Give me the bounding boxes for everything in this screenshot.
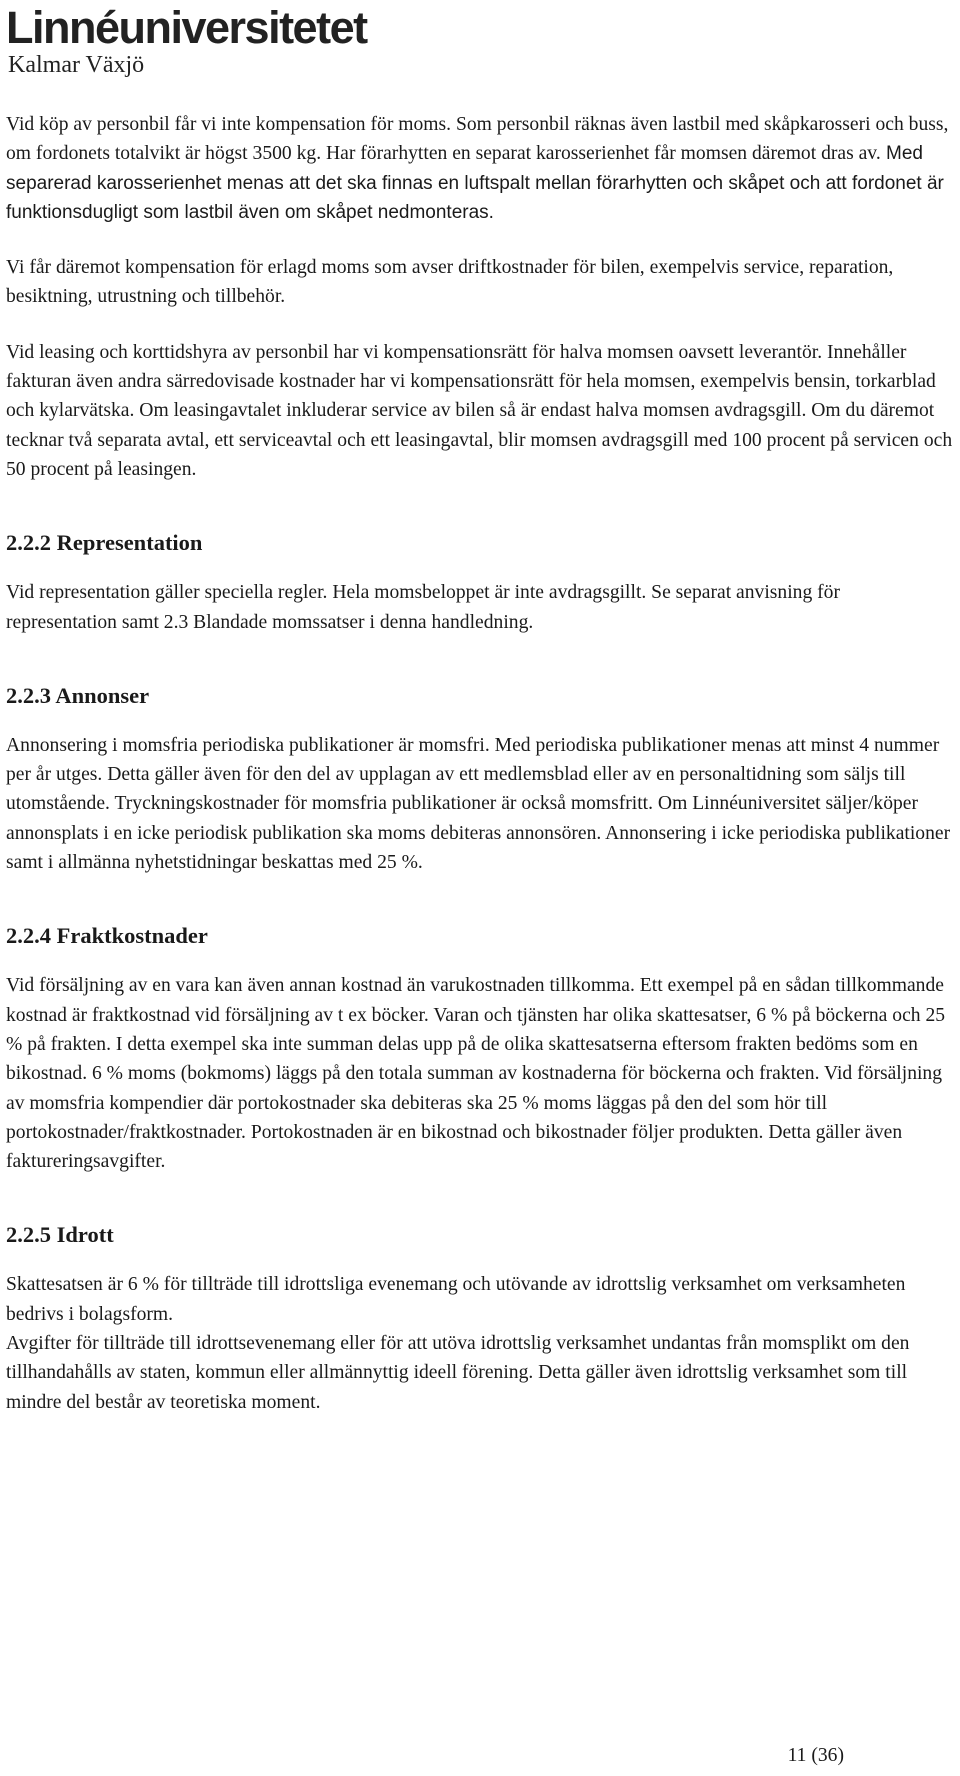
intro-paragraph-3: Vid leasing och korttidshyra av personbil har vi kompensationsrätt för halva momsen oavsett leverantör. Innehåller fakturan även andra särredovisade kostnader har vi kompensationsrätt för hela momsen, exempelvis bensin, torkarblad och kylarvätska. Om leasingavtalet inkluderar service av bilen så är endast halva momsen avdragsgill. Om du däremot tecknar två separata avtal, ett serviceavtal och ett leasingavtal, blir momsen avdragsgill med 100 procent på servicen och 50 procent på leasingen.: [6, 341, 953, 480]
intro-text-b: Med separerad karosserienhet menas att det ska finnas en luftspalt mellan förarhytten och skåpet och att fordonet är funktionsdugligt som lastbil även om skåpet nedmonteras.: [6, 143, 944, 223]
section-paragraph: Vid försäljning av en vara kan även annan kostnad än varukostnaden tillkomma. Ett exempel på en sådan tillkommande kostnad är fraktkostnad vid försäljning av t ex böcker. Varan och tjänsten har olika skattesatser, 6 % på böckerna och 25 % på frakten. I detta exempel ska inte summan delas upp på de olika skattesatserna eftersom frakten bedöms som en bikostnad. 6 % moms (bokmoms) läggs på den totala summan av kostnaderna för böckerna och frakten. Vid försäljning av momsfria kompendier där portokostnader ska debiteras ska 25 % moms läggas på den del som hör till portokostnader/fraktkostnader. Portokostnaden är en bikostnad och bikostnader följer produkten. Detta gäller även faktureringsavgifter.: [6, 975, 946, 1173]
university-logo: [6, 4, 367, 78]
section-paragraph: Skattesatsen är 6 % för tillträde till idrottsliga evenemang och utövande av idrottslig verksamhet om verksamheten bedrivs i bolagsform.: [6, 1274, 906, 1325]
section-heading: 2.2.3 Annonser: [6, 682, 150, 708]
section-heading: 2.2.5 Idrott: [6, 1222, 114, 1248]
section-paragraph: Annonsering i momsfria periodiska publikationer är momsfri. Med periodiska publikationer menas att minst 4 nummer per år utges. Detta gäller även för den del av upplagan av ett medlemsblad eller av en personaltidning som säljs till utomstående. Tryckningskostnader för momsfria publikationer är också momsfritt. Om Linnéuniversitet säljer/köper annonsplats i en icke periodisk publikation ska moms debiteras annonsören. Annonsering i icke periodiska publikationer samt i allmänna nyhetstidningar beskattas med 25 %.: [6, 734, 951, 874]
intro-paragraph-2: Vi får däremot kompensation för erlagd moms som avser driftkostnader för bilen, exempelvis service, reparation, besiktning, utrustning och tillbehör.: [6, 257, 894, 308]
section-paragraph: Avgifter för tillträde till idrottsevenemang eller för att utöva idrottslig verksamhet undantas från momsplikt om den tillhandahålls av staten, kommun eller allmännyttig ideell förening. Detta gäller även idrottslig verksamhet som till mindre del består av teoretiska moment.: [6, 1333, 910, 1413]
section-annonser: [6, 681, 954, 877]
intro-text-a: Vid köp av personbil får vi inte kompensation för moms. Som personbil räknas även lastbil med skåpkarosseri och buss, om fordonets totalvikt är högst 3500 kg. Har förarhytten en separat karosserienhet får momsen däremot dras av.: [6, 114, 949, 165]
intro-paragraph-1: [6, 110, 954, 227]
section-paragraph: Vid representation gäller speciella regler. Hela momsbeloppet är inte avdragsgillt. Se separat anvisning för representation samt 2.3 Blandade momssatser i denna handledning.: [6, 582, 840, 633]
page-number: 11 (36): [787, 1745, 844, 1766]
section-idrott: [6, 1220, 954, 1416]
section-representation: [6, 528, 954, 637]
document-body: [6, 110, 954, 1417]
logo-name: Linnéuniversitetet: [6, 2, 367, 53]
section-heading: 2.2.2 Representation: [6, 530, 203, 556]
section-heading: 2.2.4 Fraktkostnader: [6, 923, 208, 949]
logo-subtitle: Kalmar Växjö: [8, 52, 145, 78]
section-fraktkostnader: [6, 921, 954, 1176]
